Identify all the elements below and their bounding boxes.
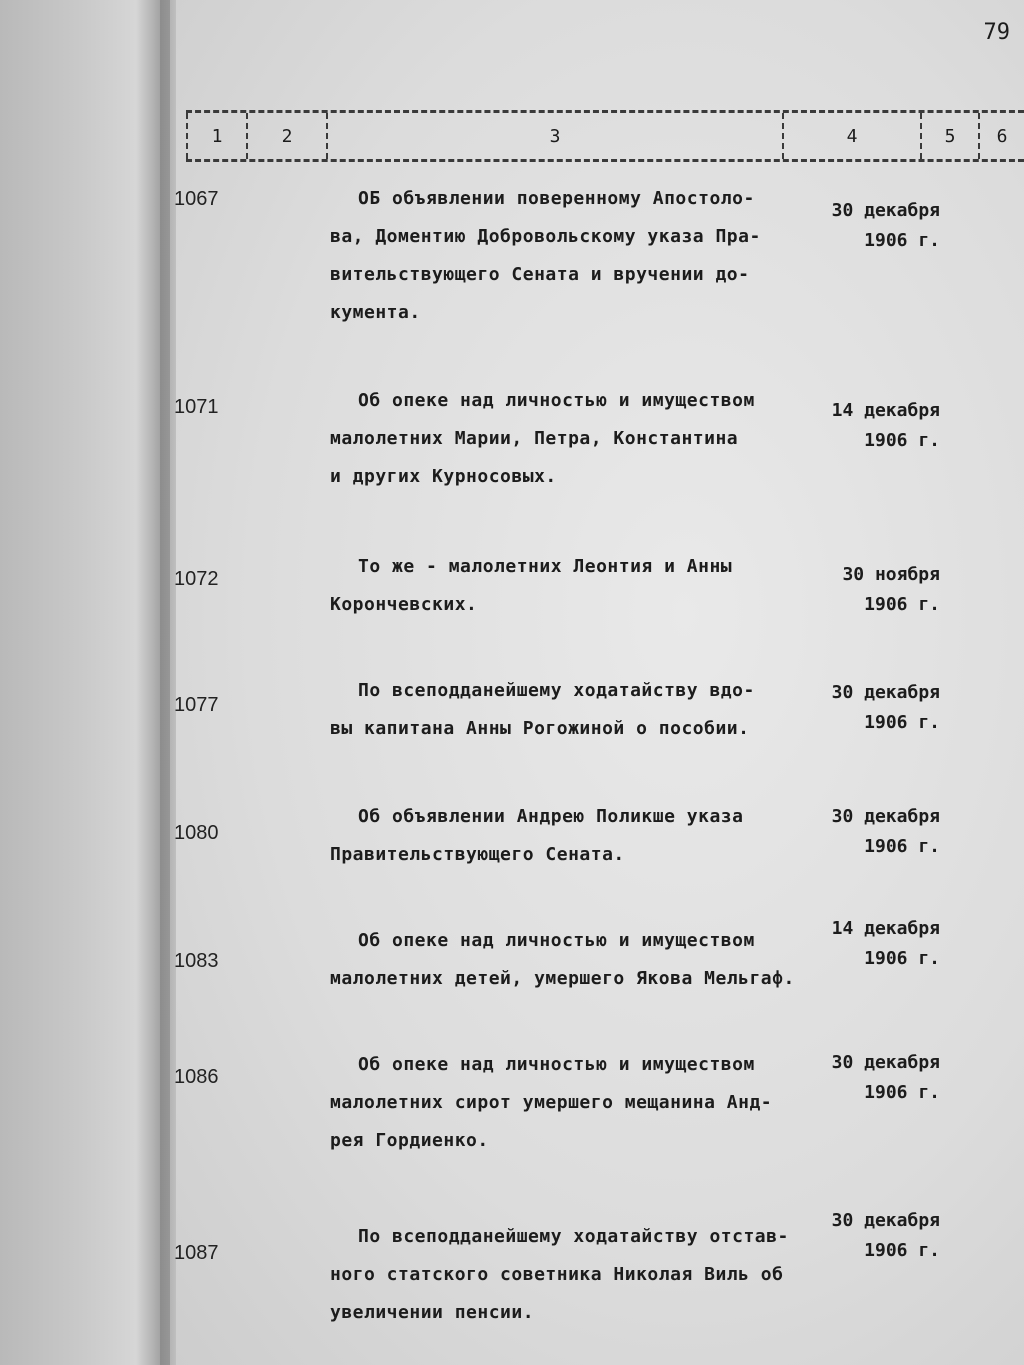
description-line: увеличении пенсии. xyxy=(330,1302,535,1323)
date-year: 1906 г. xyxy=(864,1240,940,1261)
description-line: Правительствующего Сената. xyxy=(330,844,625,865)
description-line: вы капитана Анны Рогожиной о пособии. xyxy=(330,718,750,739)
entry-date xyxy=(800,560,940,620)
date-day-month: 30 ноября xyxy=(842,564,940,585)
description-line: По всеподданейшему ходатайству вдо- xyxy=(358,680,755,701)
description-line: Корончевских. xyxy=(330,594,478,615)
date-year: 1906 г. xyxy=(864,594,940,615)
column-header-2: 2 xyxy=(248,113,328,159)
description-line: Об опеке над личностью и имуществом xyxy=(358,390,755,411)
description-line: и других Курносовых. xyxy=(330,466,557,487)
date-day-month: 30 декабря xyxy=(831,200,940,221)
entry-description xyxy=(330,382,800,496)
description-line: Об опеке над личностью и имуществом xyxy=(358,930,755,951)
entry-description xyxy=(330,672,800,748)
description-line: Об опеке над личностью и имуществом xyxy=(358,1054,755,1075)
entry-description xyxy=(330,1046,800,1160)
entry-number: 1086 xyxy=(174,1066,219,1088)
entry-description xyxy=(330,1218,800,1332)
date-day-month: 14 декабря xyxy=(831,400,940,421)
page-number: 79 xyxy=(983,20,1010,45)
description-line: малолетних сирот умершего мещанина Анд- xyxy=(330,1092,773,1113)
entry-date xyxy=(800,1206,940,1266)
entry-number: 1067 xyxy=(174,188,219,210)
entry-date xyxy=(800,802,940,862)
date-year: 1906 г. xyxy=(864,948,940,969)
entry-description xyxy=(330,548,800,624)
description-line: ва, Доментию Добровольскому указа Пра- xyxy=(330,226,761,247)
date-day-month: 30 декабря xyxy=(831,806,940,827)
entry-date xyxy=(800,914,940,974)
entry-description xyxy=(330,180,800,332)
entry-description xyxy=(330,798,800,874)
entry-number: 1071 xyxy=(174,396,219,418)
column-header-4: 4 xyxy=(784,113,922,159)
entry-number: 1087 xyxy=(174,1242,219,1264)
date-day-month: 30 декабря xyxy=(831,1210,940,1231)
date-day-month: 30 декабря xyxy=(831,682,940,703)
column-header xyxy=(186,110,1024,162)
date-year: 1906 г. xyxy=(864,836,940,857)
description-line: малолетних детей, умершего Якова Мельгаф. xyxy=(330,968,795,989)
column-header-5: 5 xyxy=(922,113,980,159)
description-line: То же - малолетних Леонтия и Анны xyxy=(358,556,733,577)
description-line: кумента. xyxy=(330,302,421,323)
entry-date xyxy=(800,678,940,738)
date-day-month: 14 декабря xyxy=(831,918,940,939)
entry-date xyxy=(800,1048,940,1108)
description-line: По всеподданейшему ходатайству отстав- xyxy=(358,1226,789,1247)
date-year: 1906 г. xyxy=(864,712,940,733)
description-line: Об объявлении Андрею Поликше указа xyxy=(358,806,744,827)
date-year: 1906 г. xyxy=(864,230,940,251)
entry-number: 1080 xyxy=(174,822,219,844)
column-header-3: 3 xyxy=(328,113,784,159)
entry-description xyxy=(330,922,800,998)
entry-number: 1072 xyxy=(174,568,219,590)
book-spine-left-page xyxy=(0,0,170,1365)
description-line: малолетних Марии, Петра, Константина xyxy=(330,428,739,449)
entry-number: 1083 xyxy=(174,950,219,972)
description-line: рея Гордиенко. xyxy=(330,1130,489,1151)
date-year: 1906 г. xyxy=(864,430,940,451)
column-header-1: 1 xyxy=(186,113,248,159)
date-year: 1906 г. xyxy=(864,1082,940,1103)
description-line: ОБ объявлении поверенному Апостоло- xyxy=(358,188,755,209)
description-line: вительствующего Сената и вручении до- xyxy=(330,264,750,285)
description-line: ного статского советника Николая Виль об xyxy=(330,1264,784,1285)
entry-number: 1077 xyxy=(174,694,219,716)
entry-date xyxy=(800,196,940,256)
date-day-month: 30 декабря xyxy=(831,1052,940,1073)
column-header-6: 6 xyxy=(996,125,1008,147)
entry-date xyxy=(800,396,940,456)
